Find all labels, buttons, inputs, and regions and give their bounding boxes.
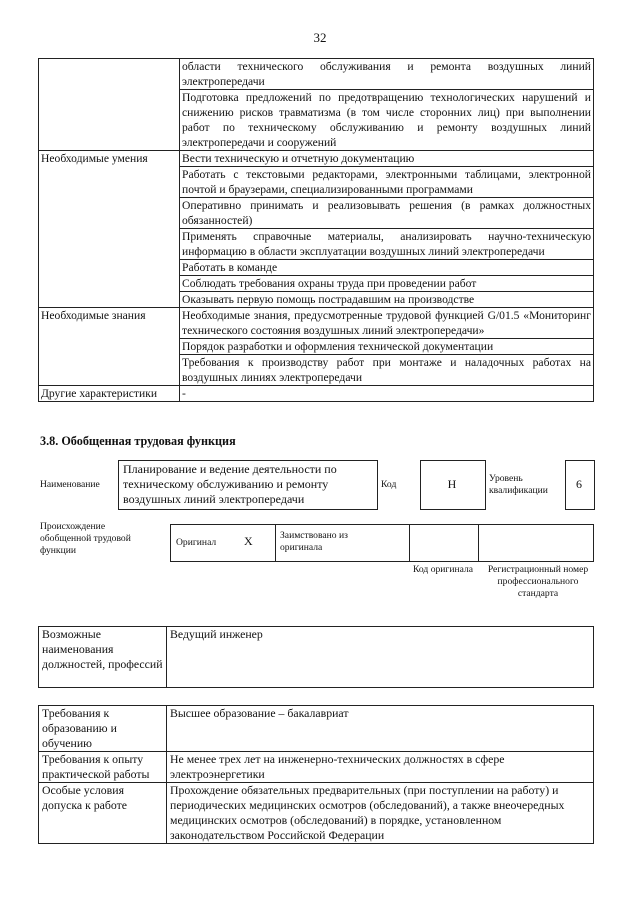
special-conditions-label: Особые условия допуска к работе <box>39 783 167 844</box>
name-label: Наименование <box>40 479 100 490</box>
positions-table <box>38 626 594 688</box>
skills-label: Необходимые умения <box>39 151 180 308</box>
experience-value: Не менее трех лет на инженерно-технических должностях в сфере электроэнергетики <box>167 752 594 783</box>
level-value: 6 <box>576 477 582 491</box>
education-label: Требования к образованию и обучению <box>39 706 167 752</box>
other-value: - <box>180 386 594 402</box>
level-label: Уровень квалификации <box>489 473 548 496</box>
name-value: Планирование и ведение деятельности по техническому обслуживанию и ремонту воздушных линий электропередачи <box>123 462 337 506</box>
labour-function-table <box>38 58 594 402</box>
knowledge-cell: Необходимые знания, предусмотренные трудовой функцией G/01.5 «Мониторинг технического состояния воздушных линий электропередачи» <box>180 308 594 339</box>
positions-value: Ведущий инженер <box>167 627 594 688</box>
reg-number-caption: Регистрационный номер профессионального стандарта <box>487 564 589 599</box>
skill-cell: Оказывать первую помощь пострадавшим на производстве <box>180 292 594 308</box>
skill-cell: Вести техническую и отчетную документацию <box>180 151 594 167</box>
original-label: Оригинал <box>176 537 217 548</box>
skill-cell: Оперативно принимать и реализовывать решения (в рамках должностных обязанностей) <box>180 198 594 229</box>
skill-cell: Работать в команде <box>180 260 594 276</box>
skill-cell: Соблюдать требования охраны труда при проведении работ <box>180 276 594 292</box>
original-mark: X <box>244 534 253 548</box>
skill-cell: Применять справочные материалы, анализировать научно-техническую информацию в области эксплуатации воздушных линий электропередачи <box>180 229 594 260</box>
knowledge-label: Необходимые знания <box>39 308 180 386</box>
special-conditions-value: Прохождение обязательных предварительных (при поступлении на работу) и периодических медицинских осмотров (обследований), а также внеочередных медицинских осмотров (обследований) в порядке, установленном законодательством Российской Федерации <box>167 783 594 844</box>
code-value: H <box>447 477 457 491</box>
requirements-table <box>38 705 594 844</box>
knowledge-cell: Требования к производству работ при монтаже и наладочных работах на воздушных линиях электропередачи <box>180 355 594 386</box>
code-original-cell <box>409 524 479 562</box>
experience-label: Требования к опыту практической работы <box>39 752 167 783</box>
skill-cell: Работать с текстовыми редакторами, электронными таблицами, электронной почтой и браузерами, специализированными программами <box>180 167 594 198</box>
action-cell: области технического обслуживания и ремонта воздушных линий электропередачи <box>180 59 594 90</box>
page-number: 32 <box>313 30 327 45</box>
code-original-caption: Код оригинала <box>412 564 474 575</box>
positions-label: Возможные наименования должностей, профессий <box>39 627 167 688</box>
action-cell: Подготовка предложений по предотвращению технологических нарушений и снижению рисков травматизма (в том числе сторонних лиц) при выполнении работ по техническому обслуживанию и ремонту воздушных линий электропередачи и сооружений <box>180 90 594 151</box>
borrowed-label: Заимствовано из оригинала <box>280 530 348 553</box>
code-label: Код <box>381 479 397 490</box>
education-value: Высшее образование – бакалавриат <box>167 706 594 752</box>
other-label: Другие характеристики <box>39 386 180 402</box>
origin-label: Происхождение обобщенной трудовой функции <box>40 521 131 556</box>
knowledge-cell: Порядок разработки и оформления технической документации <box>180 339 594 355</box>
section-title: 3.8. Обобщенная трудовая функция <box>40 434 236 448</box>
empty-cell <box>39 59 180 151</box>
